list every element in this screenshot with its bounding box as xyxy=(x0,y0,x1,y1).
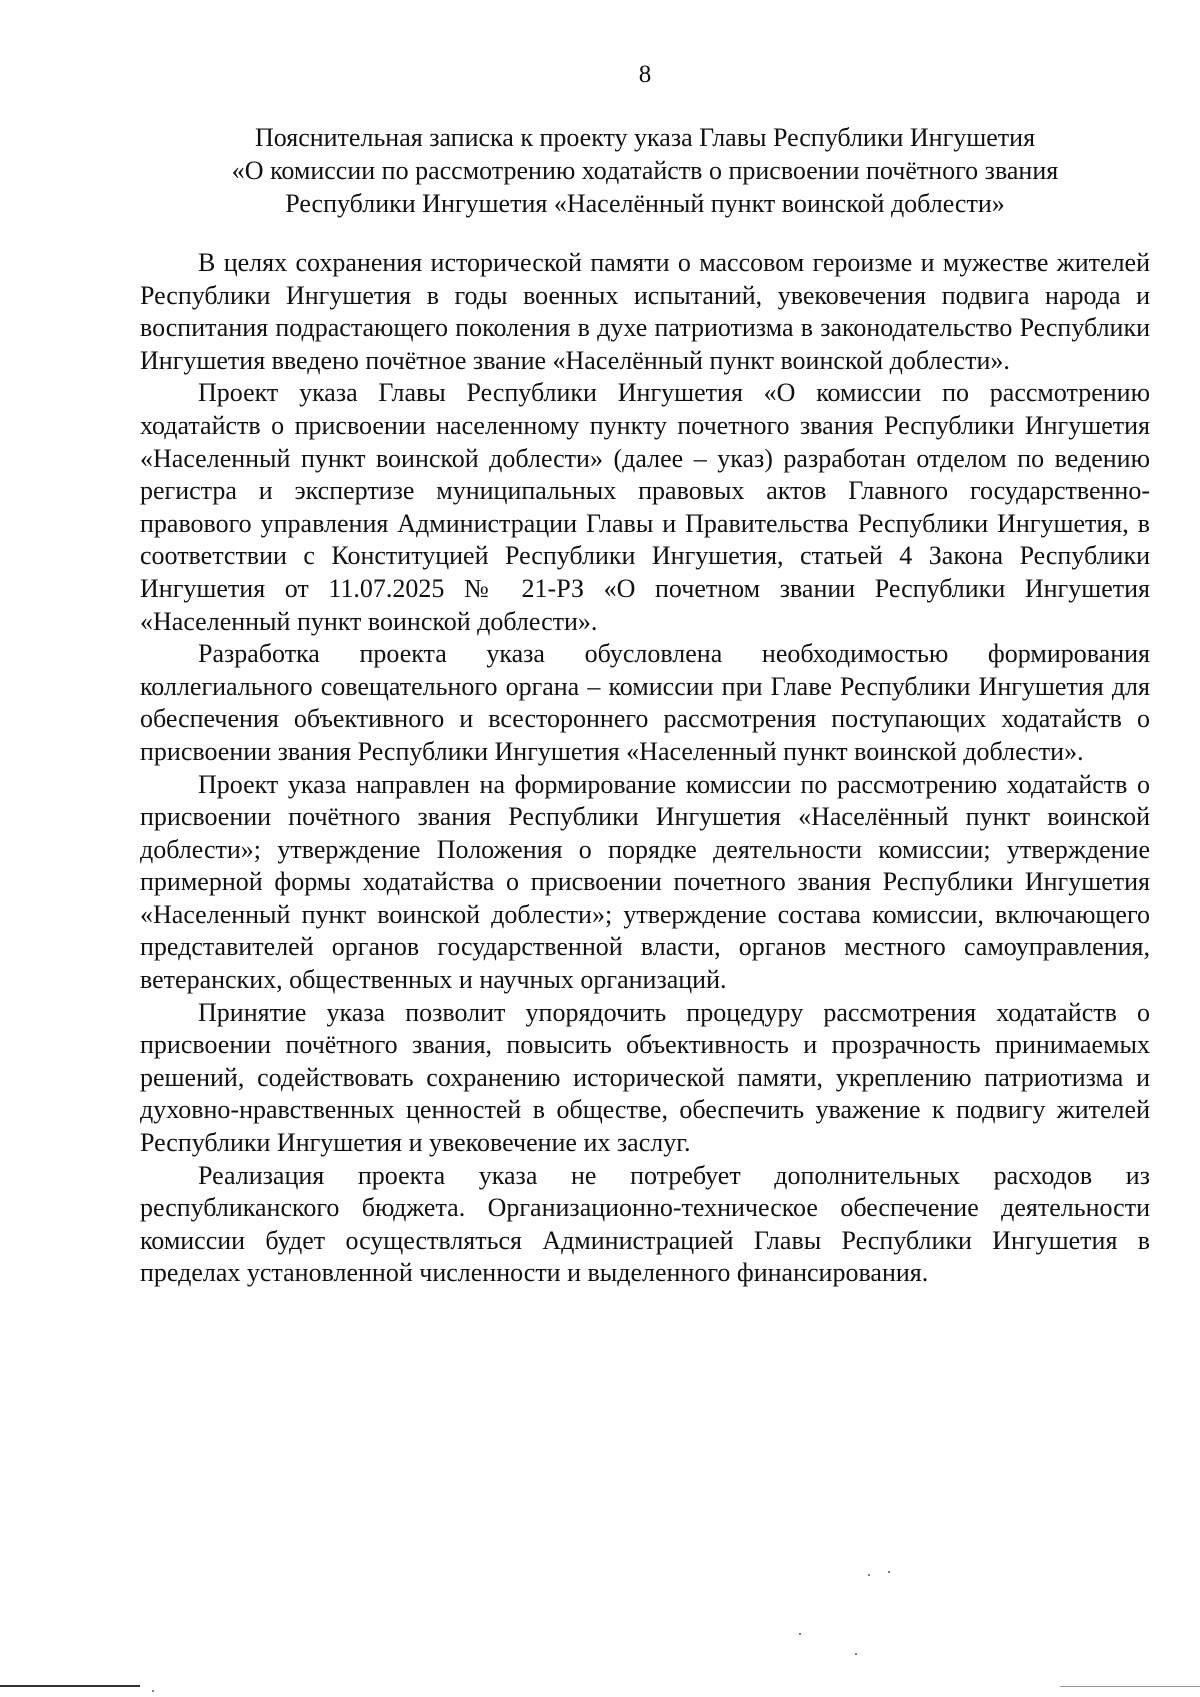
scan-speck xyxy=(799,1633,801,1635)
page-number: 8 xyxy=(638,61,652,88)
title-line-1: Пояснительная записка к проекту указа Главы Республики Ингушетия xyxy=(254,123,1036,152)
paragraph-financing: Реализация проекта указа не потребует дополнительных расходов из республиканского бюджета. Организационно-техническое обеспечение деятельности комиссии будет осуществляться Администрацией Главы Республики Ингушетия в пределах установленной численности и выделенного финансирования. xyxy=(140,1160,1150,1288)
document-body xyxy=(140,247,1150,1290)
scan-speck xyxy=(888,1571,890,1573)
paragraph-aims: Проект указа направлен на формирование комиссии по рассмотрению ходатайств о присвоении почётного звания Республики Ингушетия «Населённый пункт воинской доблести»; утверждение Положения о порядке деятельности комиссии; утверждение примерной формы ходатайства о присвоении почетного звания Республики Ингушетия «Населенный пункт воинской доблести»; утверждение состава комиссии, включающего представителей органов государственной власти, органов местного самоуправления, ветеранских, общественных и научных организаций. xyxy=(140,769,1150,995)
scan-edge-line-left xyxy=(0,1685,140,1687)
paragraph-effects: Принятие указа позволит упорядочить процедуру рассмотрения ходатайств о присвоении почётного звания, повысить объективность и прозрачность принимаемых решений, содействовать сохранению исторической памяти, укреплению патриотизма и духовно-нравственных ценностей в обществе, обеспечить уважение к подвигу жителей Республики Ингушетия и увековечение их заслуг. xyxy=(140,997,1150,1158)
scan-edge-line-right xyxy=(1060,1686,1200,1687)
scan-speck xyxy=(855,1653,857,1655)
paragraph-purpose: В целях сохранения исторической памяти о массовом героизме и мужестве жителей Республики Ингушетия в годы военных испытаний, увековечения подвига народа и воспитания подрастающего поколения в духе патриотизма в законодательство Республики Ингушетия введено почётное звание «Населённый пункт воинской доблести». xyxy=(140,248,1150,375)
title-line-3: Республики Ингушетия «Населённый пункт воинской доблести» xyxy=(285,189,1005,218)
scan-speck xyxy=(868,1574,870,1576)
paragraph-draft-origin: Проект указа Главы Республики Ингушетия «О комиссии по рассмотрению ходатайств о присвоении населенному пункту почетного звания Республики Ингушетия «Населенный пункт воинской доблести» (далее – указ) разработан отделом по ведению регистра и экспертизе муниципальных правовых актов Главного государственно-правового управления Администрации Главы и Правительства Республики Ингушетия, в соответствии с Конституцией Республики Ингушетия, статьей 4 Закона Республики Ингушетия от 11.07.2025 № 21-РЗ «О почетном звании Республики Ингушетия «Населенный пункт воинской доблести». xyxy=(140,378,1150,636)
scan-speck xyxy=(152,1690,154,1692)
document-title xyxy=(140,121,1150,220)
paragraph-rationale: Разработка проекта указа обусловлена необходимостью формирования коллегиального совещательного органа – комиссии при Главе Республики Ингушетия для обеспечения объективного и всестороннего рассмотрения поступающих ходатайств о присвоении звания Республики Ингушетия «Населенный пункт воинской доблести». xyxy=(140,639,1150,766)
title-line-2: «О комиссии по рассмотрению ходатайств о присвоении почётного звания xyxy=(231,156,1059,185)
